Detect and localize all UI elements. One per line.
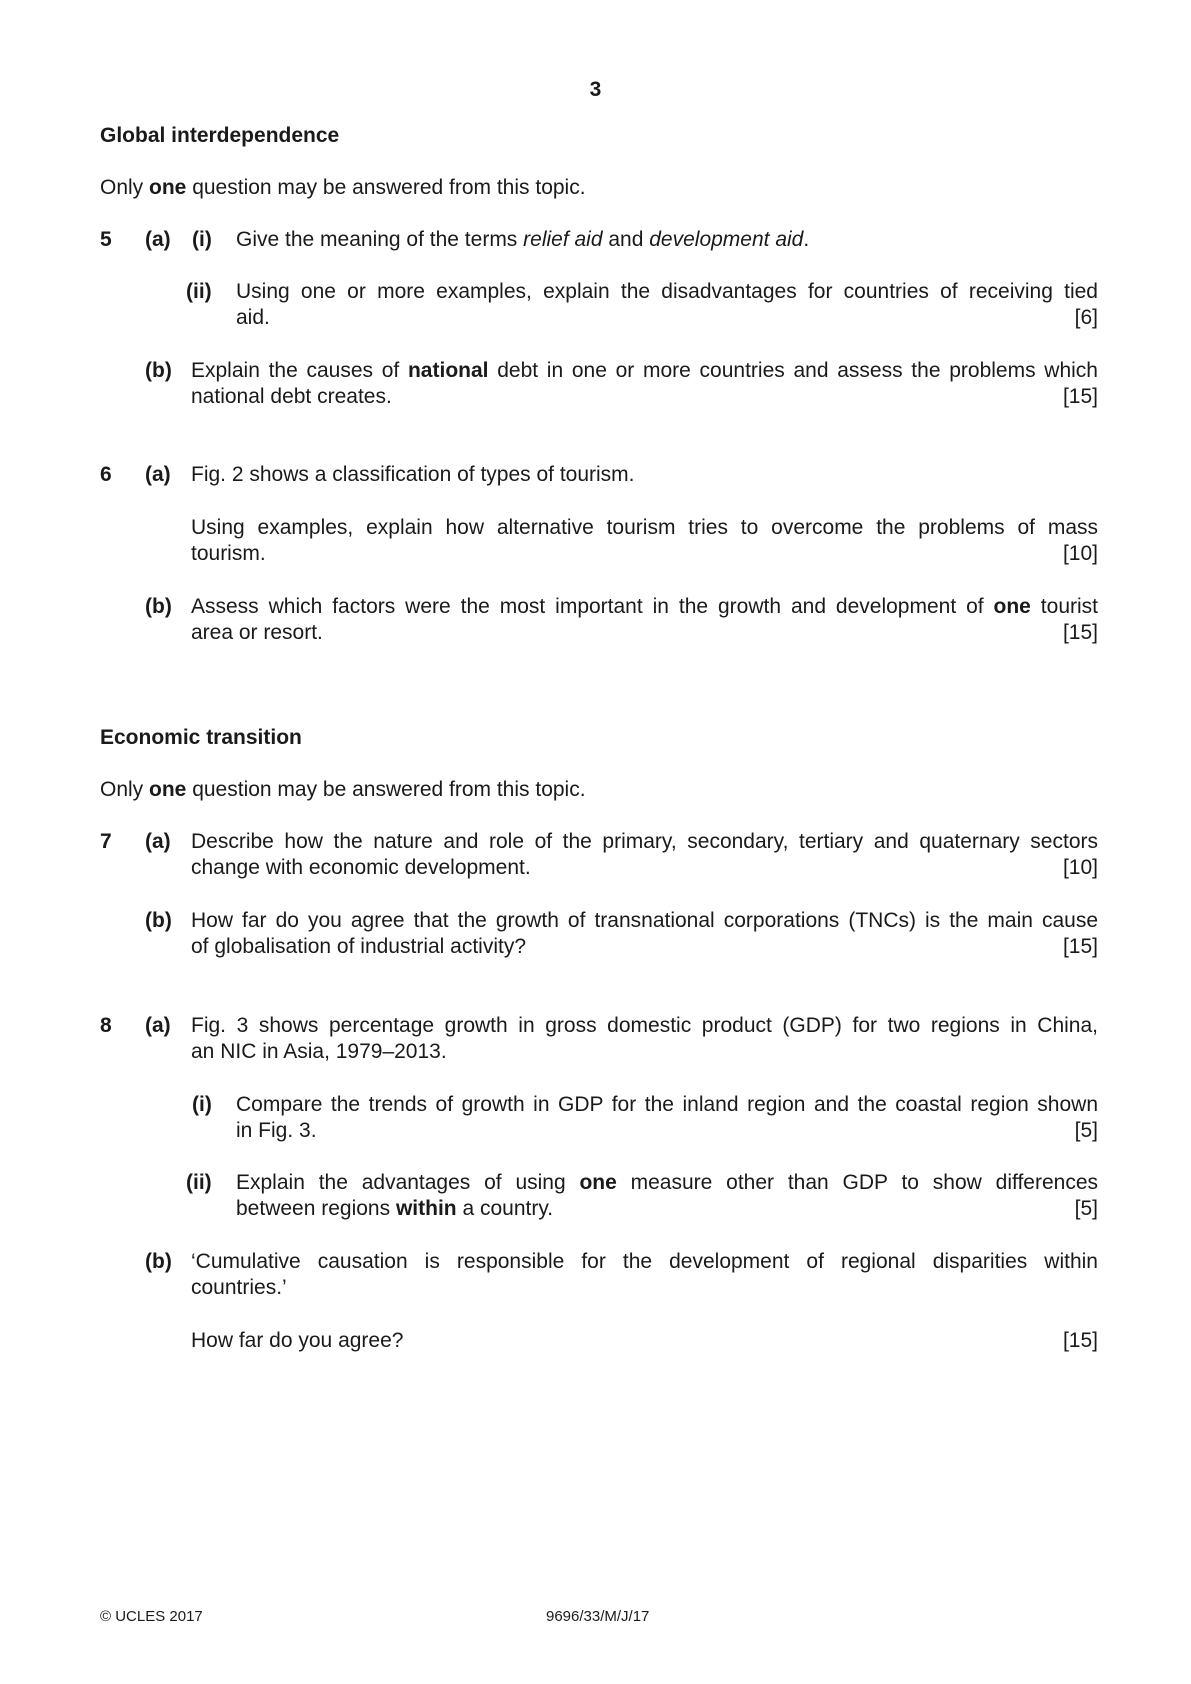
question-text: change with economic development. — [191, 856, 531, 879]
question-text: Compare the trends of growth in GDP for the inland region and the coastal region shown — [236, 1093, 1098, 1116]
part-label: (b) — [145, 1250, 172, 1273]
part-label: (b) — [145, 909, 172, 932]
mark-allocation: [5] — [1074, 1119, 1098, 1142]
question-text: between regions within a country. — [236, 1197, 554, 1220]
question-text: an NIC in Asia, 1979–2013. — [191, 1040, 447, 1063]
mark-allocation: [5] — [1074, 1197, 1098, 1220]
question-text: countries.’ — [191, 1276, 287, 1299]
part-label: (a) — [145, 228, 171, 251]
subpart-label: (ii) — [186, 280, 212, 303]
question-text: Using examples, explain how alternative tourism tries to overcome the problems of mass — [191, 516, 1098, 539]
mark-allocation: [10] — [1062, 542, 1098, 565]
question-number: 8 — [100, 1014, 112, 1037]
topic-instruction: Only one question may be answered from this topic. — [100, 778, 586, 801]
subpart-label: (ii) — [186, 1171, 212, 1194]
question-number: 5 — [100, 228, 112, 251]
part-label: (b) — [145, 359, 172, 382]
question-text: How far do you agree? — [191, 1329, 404, 1352]
part-label: (a) — [145, 830, 171, 853]
question-text: national debt creates. — [191, 385, 392, 408]
question-text: Give the meaning of the terms relief aid and development aid. — [236, 228, 810, 251]
question-text: Fig. 3 shows percentage growth in gross domestic product (GDP) for two regions in China, — [191, 1014, 1098, 1037]
question-text: area or resort. — [191, 621, 323, 644]
mark-allocation: [15] — [1062, 621, 1098, 644]
page-number: 3 — [589, 78, 602, 101]
mark-allocation: [6] — [1074, 306, 1098, 329]
footer-paper-code: 9696/33/M/J/17 — [546, 1608, 650, 1625]
question-text: Explain the causes of national debt in one or more countries and assess the problems which — [191, 359, 1098, 382]
question-text: of globalisation of industrial activity? — [191, 935, 527, 958]
part-label: (a) — [145, 463, 171, 486]
question-text: How far do you agree that the growth of transnational corporations (TNCs) is the main cause — [191, 909, 1098, 932]
subpart-label: (i) — [192, 228, 212, 251]
mark-allocation: [10] — [1062, 856, 1098, 879]
part-label: (a) — [145, 1014, 171, 1037]
question-text: Using one or more examples, explain the disadvantages for countries of receiving tied — [236, 280, 1098, 303]
question-text: Fig. 2 shows a classification of types of tourism. — [191, 463, 635, 486]
topic-instruction: Only one question may be answered from this topic. — [100, 176, 586, 199]
mark-allocation: [15] — [1062, 385, 1098, 408]
footer-copyright: © UCLES 2017 — [100, 1608, 203, 1625]
question-number: 6 — [100, 463, 112, 486]
mark-allocation: [15] — [1062, 1329, 1098, 1352]
question-text: tourism. — [191, 542, 266, 565]
section-heading-economic-transition: Economic transition — [100, 726, 302, 749]
question-number: 7 — [100, 830, 112, 853]
question-text: Explain the advantages of using one measure other than GDP to show differences — [236, 1171, 1098, 1194]
question-text: ‘Cumulative causation is responsible for the development of regional disparities within — [191, 1250, 1098, 1273]
section-heading-global-interdependence: Global interdependence — [100, 124, 340, 147]
question-text: Assess which factors were the most important in the growth and development of one tourist — [191, 595, 1098, 618]
question-text: in Fig. 3. — [236, 1119, 317, 1142]
part-label: (b) — [145, 595, 172, 618]
question-text: Describe how the nature and role of the primary, secondary, tertiary and quaternary sectors — [191, 830, 1098, 853]
mark-allocation: [15] — [1062, 935, 1098, 958]
subpart-label: (i) — [192, 1093, 212, 1116]
question-text: aid. — [236, 306, 270, 329]
